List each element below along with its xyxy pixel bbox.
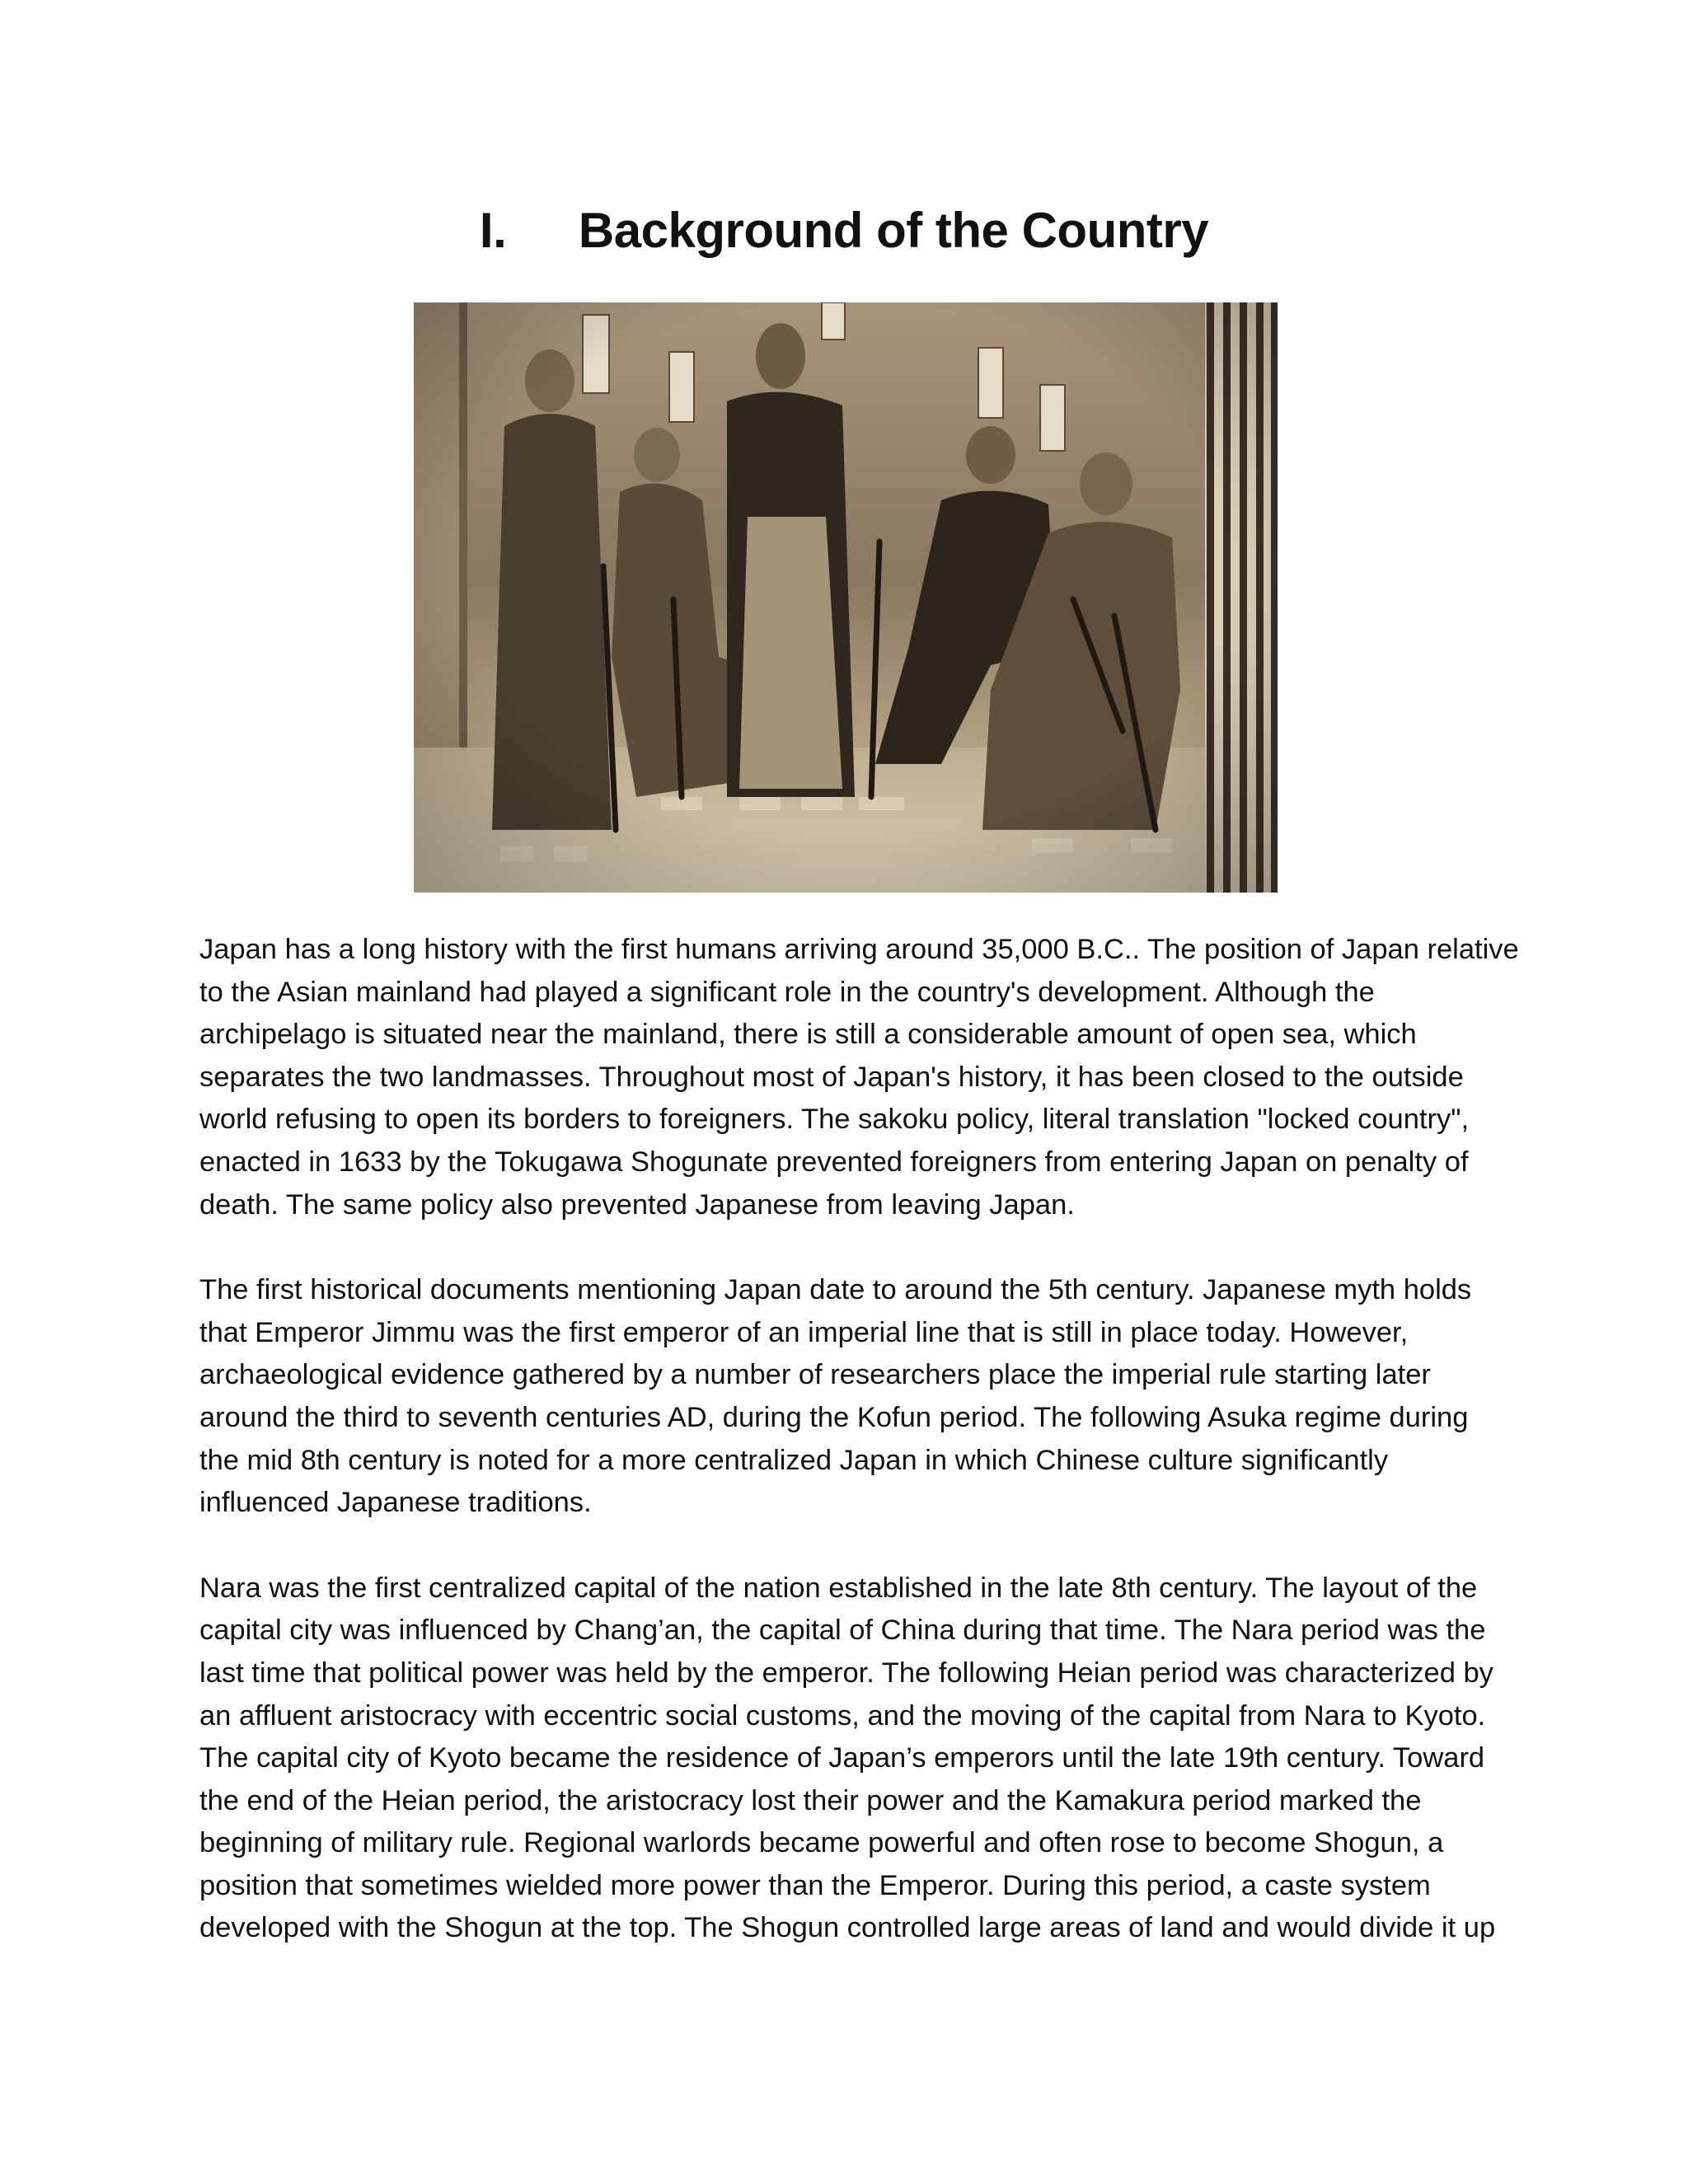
section-title: Background of the Country xyxy=(578,203,1209,258)
text-line: to the Asian mainland had played a significant role in the country's development. Although the xyxy=(199,976,1375,1008)
text-line: death. The same policy also prevented Japanese from leaving Japan. xyxy=(199,1188,1075,1221)
text-line: archipelago is situated near the mainland, there is still a considerable amount of open sea, which xyxy=(199,1019,1417,1051)
text-line: the mid 8th century is noted for a more centralized Japan in which Chinese culture significantly xyxy=(199,1444,1389,1476)
paragraph xyxy=(199,1568,1502,1950)
text-line: archaeological evidence gathered by a number of researchers place the imperial rule starting later xyxy=(199,1359,1431,1391)
paragraph xyxy=(199,929,1519,1226)
text-line: last time that political power was held by the emperor. The following Heian period was characterized by xyxy=(199,1657,1493,1689)
samurai-photograph xyxy=(414,302,1278,893)
text-line: an affluent aristocracy with eccentric social customs, and the moving of the capital from Nara to Kyoto. xyxy=(199,1699,1486,1732)
text-line: separates the two landmasses. Throughout most of Japan's history, it has been closed to the outside xyxy=(199,1061,1464,1093)
text-line: world refusing to open its borders to foreigners. The sakoku policy, literal translation "locked country", xyxy=(199,1104,1470,1136)
text-line: capital city was influenced by Chang’an, the capital of China during that time. The Nara period was the xyxy=(199,1615,1486,1647)
text-line: beginning of military rule. Regional warlords became powerful and often rose to become Shogun, a xyxy=(199,1827,1444,1859)
body-text xyxy=(199,929,1519,1993)
text-line: The first historical documents mentioning Japan date to around the 5th century. Japanese myth holds xyxy=(199,1274,1472,1306)
text-line: around the third to seventh centuries AD, during the Kofun period. The following Asuka regime during xyxy=(199,1401,1469,1433)
sepia-photograph-icon xyxy=(414,302,1278,893)
text-line: enacted in 1633 by the Tokugawa Shogunate prevented foreigners from entering Japan on penalty of xyxy=(199,1146,1469,1178)
text-line: that Emperor Jimmu was the first emperor of an imperial line that is still in place today. However, xyxy=(199,1316,1409,1348)
text-line: The capital city of Kyoto became the residence of Japan’s emperors until the late 19th century. Toward xyxy=(199,1742,1485,1774)
section-heading xyxy=(0,198,1688,264)
text-line: influenced Japanese traditions. xyxy=(199,1487,592,1519)
paragraph xyxy=(199,1269,1502,1525)
text-line: Nara was the first centralized capital of the nation established in the late 8th century. The layout of the xyxy=(199,1572,1478,1604)
text-line: Japan has a long history with the first humans arriving around 35,000 B.C.. The position of Japan relative xyxy=(199,934,1519,965)
text-line: the end of the Heian period, the aristocracy lost their power and the Kamakura period marked the xyxy=(199,1784,1422,1816)
text-line: position that sometimes wielded more power than the Emperor. During this period, a caste system xyxy=(199,1869,1431,1901)
section-number: I. xyxy=(479,203,507,258)
text-line: developed with the Shogun at the top. The Shogun controlled large areas of land and would divide it up xyxy=(199,1912,1496,1944)
